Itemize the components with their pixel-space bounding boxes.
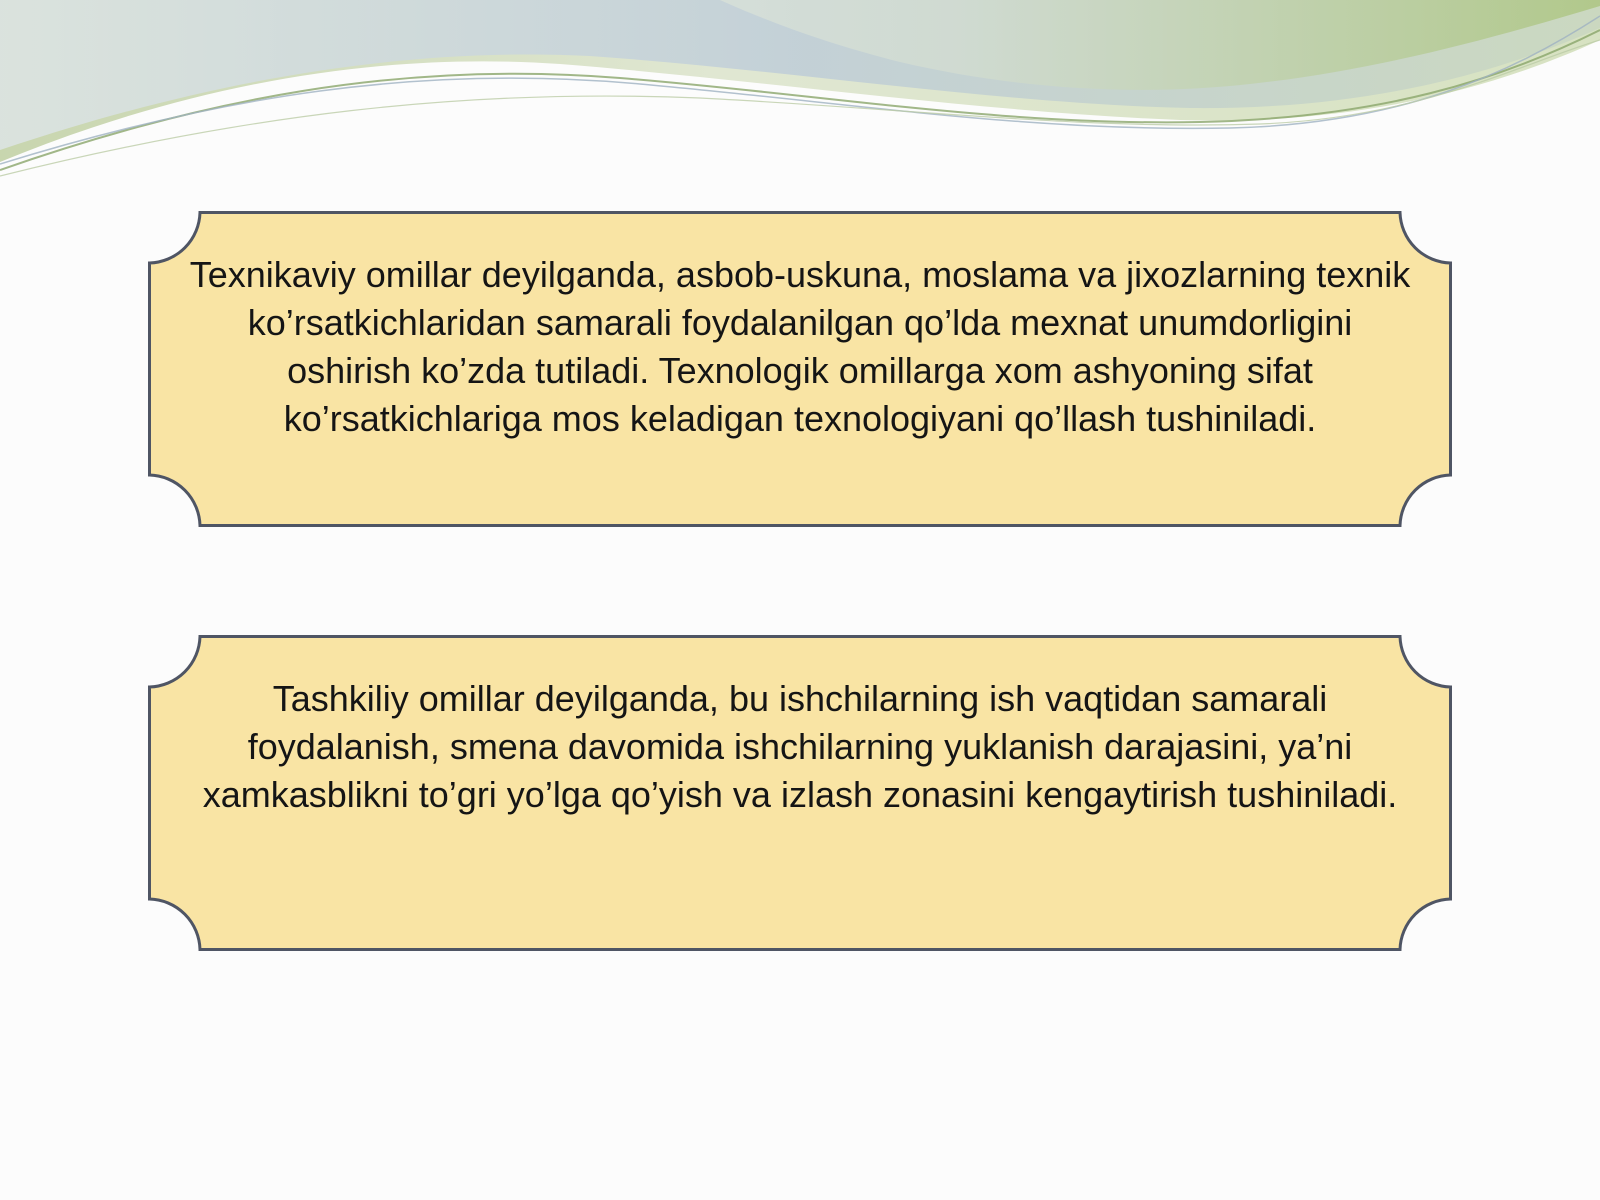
panel-text: Tashkiliy omillar deyilganda, bu ishchilarning ish vaqtidan samarali foydalanish, smena davomida ishchilarning yuklanish darajasini, ya’ni xamkasblikni to’gri yo’lga qo’yish va izlash zonasini kengaytirish tushiniladi. [202,678,1398,815]
info-panel-technical [148,211,1452,527]
info-panel-organizational [148,635,1452,951]
panel-text: Texnikaviy omillar deyilganda, asbob-uskuna, moslama va jixozlarning texnik ko’rsatkichlaridan samarali foydalanilgan qo’lda mexnat unumdorligini oshirish ko’zda tutiladi. Texnologik omillarga xom ashyoning sifat ko’rsatkichlariga mos keladigan texnologiyani qo’llash tushiniladi. [189,254,1411,439]
top-wave-decoration [0,0,1600,200]
